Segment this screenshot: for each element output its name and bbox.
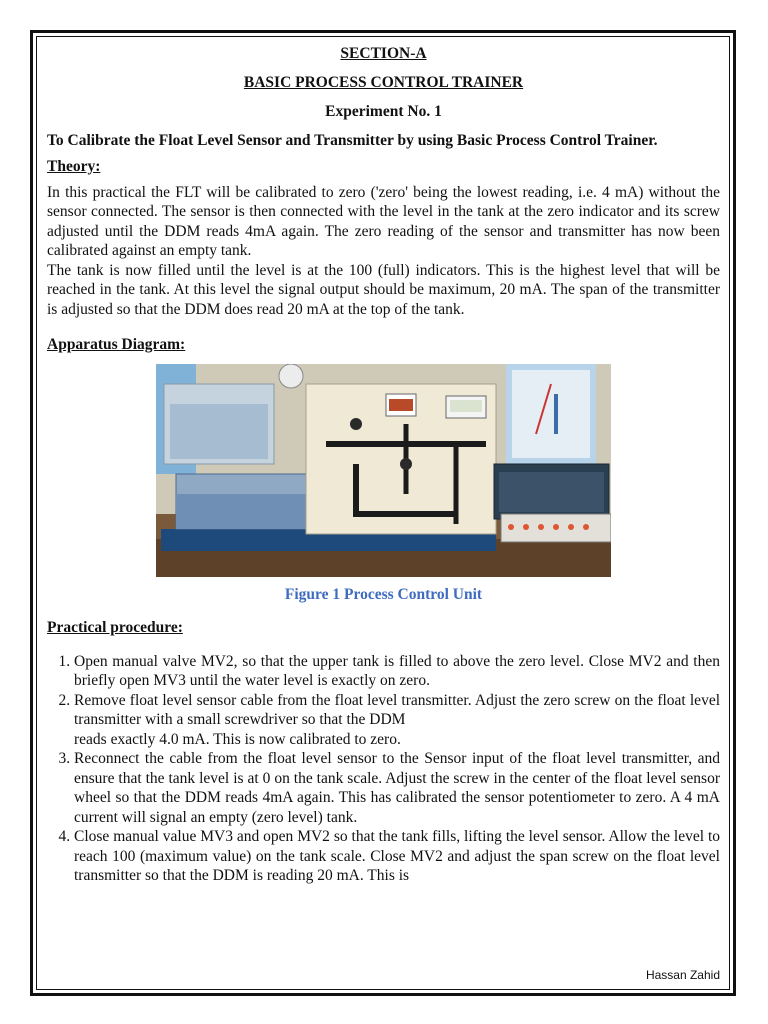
theory-heading: Theory:: [47, 158, 101, 175]
experiment-number: Experiment No. 1: [325, 103, 442, 120]
theory-paragraph-2: The tank is now filled until the level is at the 100 (full) indicators. This is the highest level that will be reached in the tank. At this level the signal output should be maximum, 20 mA. The span of the transmitter is adjusted so that the DDM does read 20 mA at the top of the tank.: [47, 261, 720, 318]
apparatus-heading: Apparatus Diagram:: [47, 336, 186, 353]
apparatus-photo: [156, 364, 611, 577]
trainer-title: BASIC PROCESS CONTROL TRAINER: [243, 74, 524, 91]
procedure-list: [47, 652, 720, 886]
procedure-step: 1. Open manual valve MV2, so that the upper tank is filled to above the zero level. Close MV2 and then briefly open MV3 until the water level is exactly on zero.: [74, 652, 720, 691]
theory-paragraph-1: In this practical the FLT will be calibrated to zero ('zero' being the lowest reading, i.e. 4 mA) without the sensor connected. The sensor is then connected with the level in the tank at the zero indicator and its screw adjusted until the DDM reads 4mA again. The zero reading of the sensor and transmitter has now been calibrated against an empty tank.: [47, 183, 720, 259]
document-body: [47, 40, 720, 886]
procedure-step: 3. Reconnect the cable from the float level sensor to the Sensor input of the float level transmitter, and ensure that the tank level is at 0 on the tank scale. Adjust the screw in the center of the float level sensor wheel so that the DDM reads 4mA again. This has calibrated the sensor potentiometer to zero. A 4 mA current will signal an empty (zero level) tank.: [74, 749, 720, 827]
procedure-step: 4. Close manual value MV3 and open MV2 so that the tank fills, lifting the level sensor. Allow the level to reach 100 (maximum value) on the tank scale. Close MV2 and adjust the span screw on the float level transmitter so that the DDM is reading 20 mA. This is: [74, 827, 720, 886]
figure-caption: Figure 1 Process Control Unit: [284, 585, 483, 603]
procedure-heading: Practical procedure:: [47, 619, 183, 636]
footer-author: Hassan Zahid: [645, 968, 720, 982]
procedure-step-continuation: reads exactly 4.0 mA. This is now calibrated to zero.: [74, 730, 401, 748]
experiment-aim: To Calibrate the Float Level Sensor and Transmitter by using Basic Process Control Trainer.: [47, 132, 658, 149]
section-title: SECTION-A: [340, 45, 427, 62]
procedure-step: 2. Remove float level sensor cable from the float level transmitter. Adjust the zero screw on the float level transmitter with a small screwdriver so that the DDM reads exactly 4.0 mA. This is now calibrated to zero.: [74, 691, 720, 750]
